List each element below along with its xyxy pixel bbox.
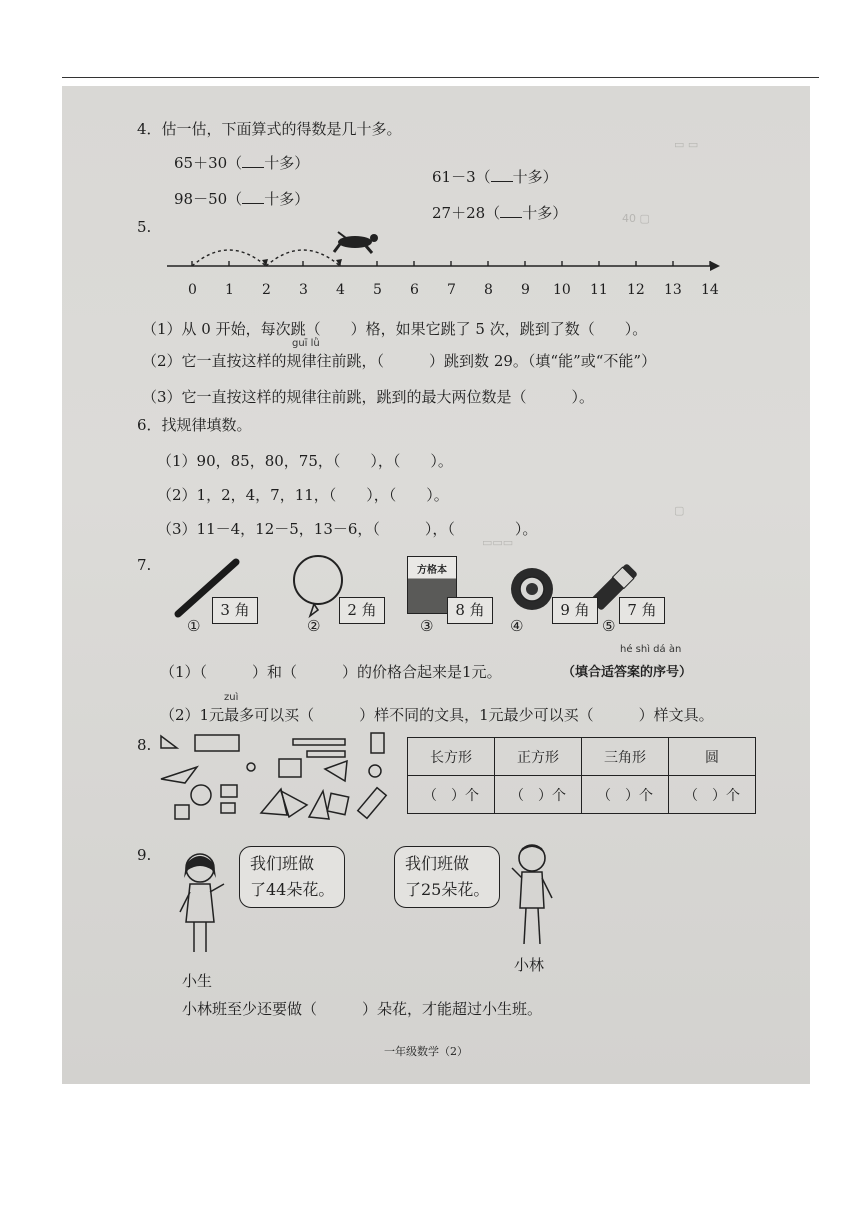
q5-sub-3: （3）它一直按这样的规律往前跳，跳到的最大两位数是（ ）。 xyxy=(142,388,595,406)
q7-sub-2: （2）1元最多可以买（ ）样不同的文具，1元最少可以买（ ）样文具。 xyxy=(160,706,714,724)
boy-icon xyxy=(502,838,562,958)
tick-label: 7 xyxy=(447,282,456,298)
hint-pinyin: hé shì dá àn xyxy=(620,644,682,655)
q7-number: 7. xyxy=(137,556,152,574)
shape-count-table xyxy=(407,737,756,814)
q7-hint: （填合适答案的序号） xyxy=(562,665,693,680)
tick-label: 8 xyxy=(484,282,493,298)
tick-label: 0 xyxy=(188,282,197,298)
price-tag-5: 7 角 xyxy=(619,597,665,624)
q6-sub-2: （2）1，2，4，7，11，（ ），（ ）。 xyxy=(157,486,449,504)
zui-pinyin: zuì xyxy=(224,692,239,703)
square-shape xyxy=(221,785,237,797)
answer-blank[interactable] xyxy=(500,204,522,218)
arrow-icon xyxy=(710,261,720,271)
header-square: 正方形 xyxy=(495,738,582,776)
boy-speech-bubble: 我们班做 了25朵花。 xyxy=(394,846,500,908)
price-tag-3: 8 角 xyxy=(447,597,493,624)
tick-label: 6 xyxy=(410,282,419,298)
triangle-shape xyxy=(281,791,307,817)
square-shape xyxy=(221,803,235,813)
boy-name-label: 小林 xyxy=(514,956,545,974)
q4-item-4: 27＋28（ 十多） xyxy=(432,204,568,222)
circle-shape xyxy=(247,763,255,771)
tick-label: 14 xyxy=(701,282,719,298)
square-shape xyxy=(175,805,189,819)
q6-sub-3: （3）11－4，12－5，13－6，（ ），（ ）。 xyxy=(157,520,538,538)
count-cell-square[interactable]: （ ）个 xyxy=(495,776,582,814)
tick-label: 4 xyxy=(336,282,345,298)
triangle-shape xyxy=(161,736,177,748)
q4-item-3: 61－3（ 十多） xyxy=(432,168,558,186)
header-rule xyxy=(62,77,819,78)
q4-item-1: 65＋30（ 十多） xyxy=(174,154,310,172)
item-index-4: ④ xyxy=(510,617,524,635)
item-index-1: ① xyxy=(187,617,201,635)
q8-number: 8. xyxy=(137,736,152,754)
triangle-shape xyxy=(325,761,347,781)
q5-pinyin: guī lǜ xyxy=(292,338,320,349)
q7-sub-1: （1）（ ）和（ ）的价格合起来是1元。 xyxy=(160,663,502,681)
header-rectangle: 长方形 xyxy=(408,738,495,776)
q4-item-2: 98－50（ 十多） xyxy=(174,190,310,208)
rectangle-shape xyxy=(195,735,239,751)
item-index-5: ⑤ xyxy=(602,617,616,635)
q5-sub-2: （2）它一直按这样的规律往前跳，（ ）跳到数 29。（填“能”或“不能”） xyxy=(142,352,657,370)
girl-name-label: 小生 xyxy=(182,972,213,990)
girl-icon xyxy=(172,848,232,968)
table-row xyxy=(408,776,756,814)
tick-label: 9 xyxy=(521,282,530,298)
notebook-icon: 方格本 xyxy=(407,556,457,614)
girl-speech-bubble: 我们班做 了44朵花。 xyxy=(239,846,345,908)
q5-number: 5. xyxy=(137,218,152,236)
triangle-shape xyxy=(161,767,197,783)
header-circle: 圆 xyxy=(669,738,756,776)
square-shape xyxy=(279,759,301,777)
answer-blank[interactable] xyxy=(242,190,264,204)
header-triangle: 三角形 xyxy=(582,738,669,776)
count-cell-rectangle[interactable]: （ ）个 xyxy=(408,776,495,814)
q4-title: 4．估一估，下面算式的得数是几十多。 xyxy=(137,120,402,138)
shapes-cluster xyxy=(157,731,397,826)
q6-sub-1: （1）90，85，80，75，（ ），（ ）。 xyxy=(157,452,453,470)
item-index-2: ② xyxy=(307,617,321,635)
tick-label: 11 xyxy=(590,282,608,298)
table-header-row xyxy=(408,738,756,776)
tick-label: 2 xyxy=(262,282,271,298)
count-cell-triangle[interactable]: （ ）个 xyxy=(582,776,669,814)
rectangle-shape xyxy=(371,733,384,753)
circle-shape xyxy=(191,785,211,805)
tick-label: 10 xyxy=(553,282,571,298)
triangle-shape xyxy=(309,791,329,819)
tick-label: 5 xyxy=(373,282,382,298)
tape-roll-icon xyxy=(507,564,557,614)
answer-blank[interactable] xyxy=(242,154,264,168)
rectangle-shape xyxy=(358,788,386,819)
square-shape xyxy=(327,793,348,814)
q5-sub-1: （1）从 0 开始，每次跳（ ）格，如果它跳了 5 次，跳到了数（ ）。 xyxy=(142,320,648,338)
q6-title: 6．找规律填数。 xyxy=(137,416,252,434)
tick-label: 1 xyxy=(225,282,234,298)
rectangle-shape xyxy=(307,751,345,757)
frog-icon xyxy=(334,232,378,253)
tick-label: 3 xyxy=(299,282,308,298)
q9-question: 小林班至少还要做（ ）朵花，才能超过小生班。 xyxy=(182,1000,543,1018)
count-cell-circle[interactable]: （ ）个 xyxy=(669,776,756,814)
worksheet-photo: ▭ ▭ 40 ▢ ▢ ▭▭▭ 4．估一估，下面算式的得数是几十多。 65＋30（ 十多） 98－50（ 十多） 61－3（ 十多） 27＋28（ 十多） 5. 0 1 2 3 4 5 6 7 8 9 10 11 12 13 14 （1）从 0 开始，每次跳（ ）格，如果它跳了 5 次，跳到了数（ ）。 guī lǜ （2）它一直按这样的规律往前跳，（ ）跳到数 29。（填“能”或“不能”） （3）它一直按这样的规律往前跳，跳到的最大两位数是（ ）。 6．找规律填数。 （1）90，85，80，75，（ ），（ ）。 （2）1，2，4，7，11，（ ），（ ）。 （3）11－4，12－5，13－6，（ ），（ ）。 7. 方格本 3 角 2 角 8 角 9 角 7 角 ① ② ③ ④ ⑤ hé shì dá àn （1）（ ）和（ ）的价格合起来是1元。 （填合适答案的序号） zuì （2）1元最多可以买（ ）样不同的文具，1元最少可以买（ ）样文具。 8. 长方形 正方形 三角形 圆 （ ）个 （ ）个 （ ）个 （ ）个 9. 我们班做 了44朵花。 我们班做 了25朵花。 小生 小林 小林班至少还要做（ ）朵花，才能超过小生班。 一年级数学（2） xyxy=(62,86,810,1084)
page-footer: 一年级数学（2） xyxy=(384,1045,468,1058)
answer-blank[interactable] xyxy=(491,168,513,182)
item-index-3: ③ xyxy=(420,617,434,635)
tick-label: 13 xyxy=(664,282,682,298)
price-tag-2: 2 角 xyxy=(339,597,385,624)
price-tag-4: 9 角 xyxy=(552,597,598,624)
q9-number: 9. xyxy=(137,846,152,864)
tick-label: 12 xyxy=(627,282,645,298)
rectangle-shape xyxy=(293,739,345,745)
circle-shape xyxy=(369,765,381,777)
price-tag-1: 3 角 xyxy=(212,597,258,624)
